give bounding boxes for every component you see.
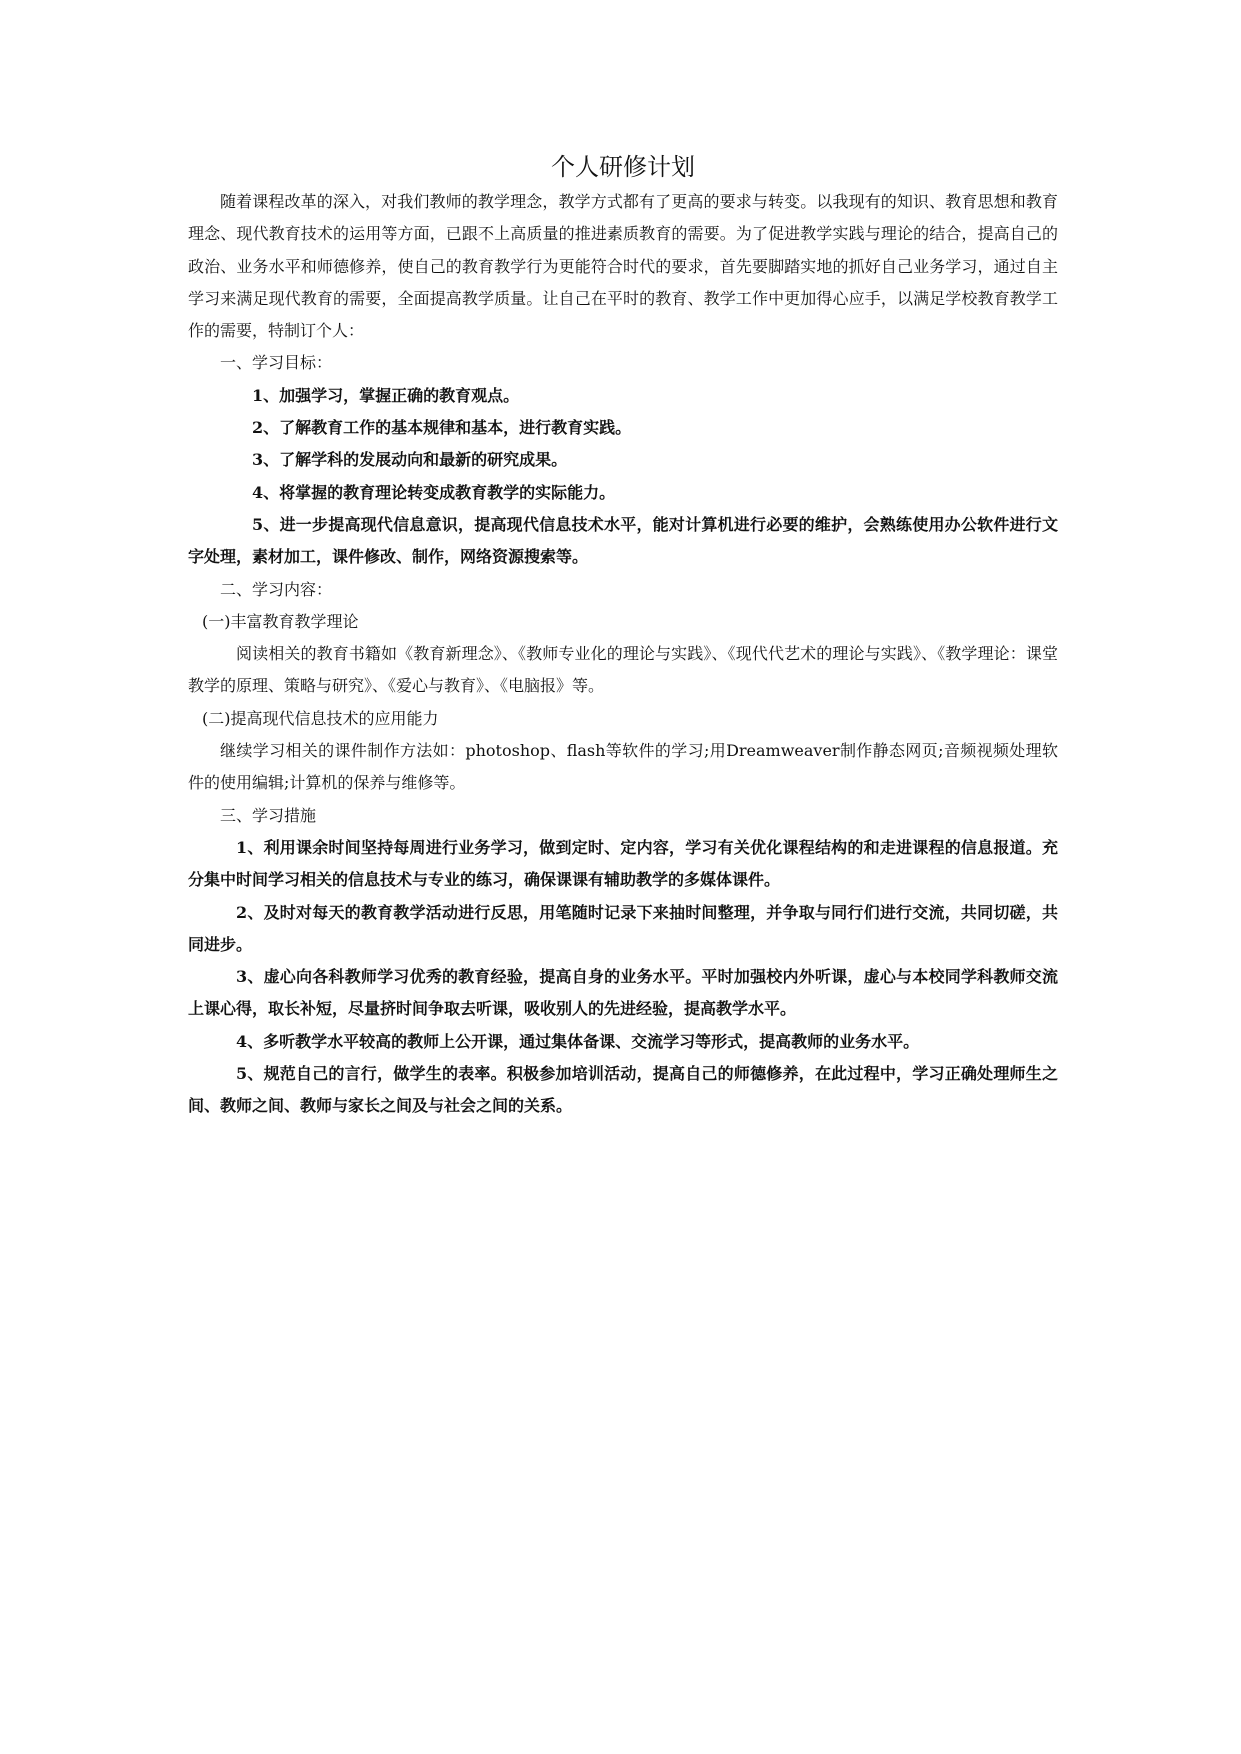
measure-item: 1、利用课余时间坚持每周进行业务学习，做到定时、定内容，学习有关优化课程结构的和走进课程的信息报道。充分集中时间学习相关的信息技术与专业的练习，确保课课有辅助教学的多媒体课件。 — [188, 837, 1058, 890]
document-title: 个人研修计划 — [551, 153, 695, 181]
goal-item: 2、了解教育工作的基本规律和基本，进行教育实践。 — [252, 418, 632, 438]
document-page — [188, 150, 1058, 1123]
goal-item: 3、了解学科的发展动向和最新的研究成果。 — [252, 450, 568, 470]
goal-item: 5、进一步提高现代信息意识，提高现代信息技术水平，能对计算机进行必要的维护，会熟练使用办公软件进行文字处理，素材加工，课件修改、制作，网络资源搜索等。 — [188, 514, 1058, 567]
intro-paragraph: 随着课程改革的深入，对我们教师的教学理念，教学方式都有了更高的要求与转变。以我现有的知识、教育思想和教育理念、现代教育技术的运用等方面，已跟不上高质量的推进素质教育的需要。为了促进教学实践与理论的结合，提高自己的政治、业务水平和师德修养，使自己的教育教学行为更能符合时代的要求，首先要脚踏实地的抓好自己业务学习，通过自主学习来满足现代教育的需要，全面提高教学质量。让自己在平时的教育、教学工作中更加得心应手，以满足学校教育教学工作的需要，特制订个人： — [188, 192, 1058, 341]
section1-heading: 一、学习目标： — [220, 353, 333, 373]
measure-item: 3、虚心向各科教师学习优秀的教育经验，提高自身的业务水平。平时加强校内外听课，虚心与本校同学科教师交流上课心得，取长补短，尽量挤时间争取去听课，吸收别人的先进经验，提高教学水平。 — [188, 967, 1058, 1019]
goal-item: 1、加强学习，掌握正确的教育观点。 — [252, 385, 520, 405]
measure-item: 4、多听教学水平较高的教师上公开课，通过集体备课、交流学习等形式，提高教师的业务水平。 — [236, 1031, 920, 1051]
subsection1-heading: (一)丰富教育教学理论 — [202, 611, 359, 631]
goal-item: 4、将掌握的教育理论转变成教育教学的实际能力。 — [252, 482, 616, 502]
measure-item: 2、及时对每天的教育教学活动进行反思，用笔随时记录下来抽时间整理，并争取与同行们进行交流，共同切磋，共同进步。 — [188, 902, 1058, 954]
measure-item: 5、规范自己的言行，做学生的表率。积极参加培训活动，提高自己的师德修养，在此过程中，学习正确处理师生之间、教师之间、教师与家长之间及与社会之间的关系。 — [188, 1064, 1058, 1116]
section3-heading: 三、学习措施 — [220, 805, 317, 825]
subsection2-text: 继续学习相关的课件制作方法如：photoshop、flash等软件的学习;用Dreamweaver制作静态网页;音频视频处理软件的使用编辑;计算机的保养与维修等。 — [188, 741, 1058, 793]
section2-heading: 二、学习内容： — [220, 579, 333, 599]
subsection2-heading: (二)提高现代信息技术的应用能力 — [202, 708, 439, 728]
subsection1-text: 阅读相关的教育书籍如《教育新理念》、《教师专业化的理论与实践》、《现代代艺术的理论与实践》、《教学理论：课堂教学的原理、策略与研究》、《爱心与教育》、《电脑报》等。 — [188, 644, 1058, 696]
